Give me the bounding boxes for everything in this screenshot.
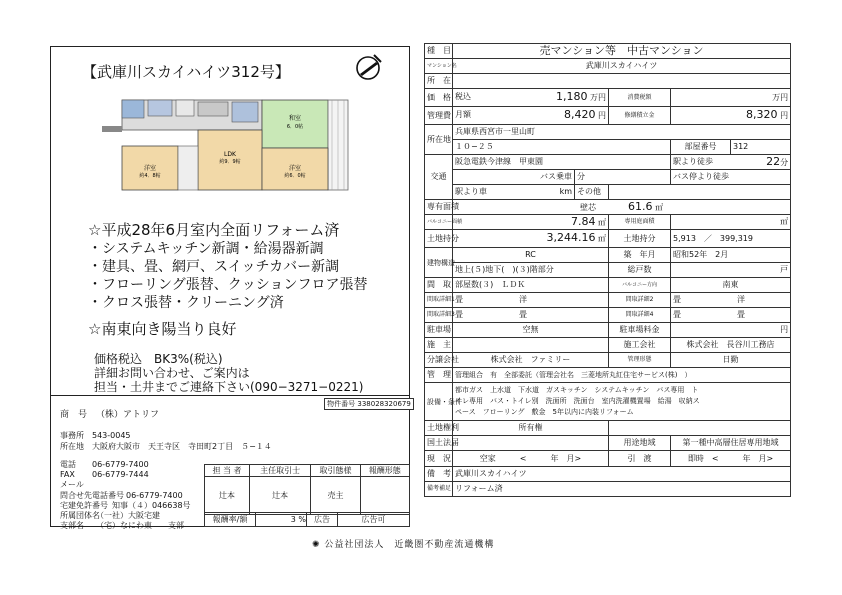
zoning-label: 用途地域: [609, 436, 671, 451]
kind-label: 種 目: [425, 44, 453, 59]
units-unit: 戸: [671, 263, 791, 278]
land-law-label: 国土法届: [425, 436, 453, 451]
room-size: 約4．8帖: [139, 173, 161, 179]
direction-label: バルコニー方向: [609, 278, 671, 293]
memo-label: 所 在: [425, 74, 453, 89]
promo-line: ・フローリング張替、クッションフロア張替: [88, 277, 368, 293]
train-line: 阪急電鉄今津線 甲東園: [453, 155, 671, 170]
structure-label: 建物構造: [425, 248, 453, 278]
fee-value-cell: [256, 513, 307, 527]
price-value: 1,180: [555, 90, 588, 103]
staff-value: 辻本: [250, 477, 311, 515]
company-label: 商 号: [60, 410, 88, 420]
layout-detail-label: 間取詳細2: [609, 293, 671, 308]
staff-header: 取引態様: [311, 465, 360, 477]
mgmt-type-label: 管理形態: [609, 353, 671, 368]
location-label: 所在地: [425, 125, 453, 155]
other-label: その他: [575, 185, 609, 200]
remark2-value: リフォーム済: [453, 482, 791, 497]
handover-label: 引 渡: [609, 451, 671, 467]
equipment-line: 都市ガス 上水道 下水道 ガスキッチン システムキッチン バス専用 ト: [455, 386, 699, 394]
layout-detail: 畳 畳: [453, 308, 609, 323]
units-label: 総戸数: [609, 263, 671, 278]
fee-label: 報酬率/額: [205, 513, 256, 527]
room-size: 約6．0帖: [284, 173, 306, 179]
layout-detail: 畳 洋: [671, 293, 791, 308]
parking-value: 空無: [453, 323, 609, 338]
mgmt-type-value: 日勤: [671, 353, 791, 368]
management-value: 管理組合 有 全部委託（管理会社名 三菱地所丸紅住宅サービス(株) ）: [453, 368, 791, 383]
staff-table: [204, 464, 410, 515]
management-label: 管 理: [425, 368, 453, 383]
tel-label: 電話: [60, 460, 76, 469]
layout-value: 部屋数(３) ＬＤＫ: [453, 278, 609, 293]
agent-tel: 06-6779-7400: [92, 460, 149, 469]
ad-value: 広告可: [338, 513, 410, 527]
promo-line: ・クロス張替・クリーニング済: [88, 295, 284, 311]
room-number-label: 部屋番号: [671, 140, 731, 155]
location-value: 兵庫県西宮市一里山町: [453, 125, 791, 140]
builder-label: 施 主: [425, 338, 453, 353]
promo-line: ☆南東向き陽当り良好: [88, 320, 237, 338]
tax-unit: 万円: [671, 89, 791, 107]
flyer-title: 【武庫川スカイハイツ312号】: [82, 63, 290, 81]
equipment-line: イレ専用 バス・トイレ別 洗面所 洗面台 室内洗濯機置場 給湯 収納ス: [455, 397, 700, 405]
constructor-value: 株式会社 長谷川工務店: [671, 338, 791, 353]
lot-number: １０−２５: [453, 140, 671, 155]
land-unit: ㎡: [598, 234, 606, 243]
branch-name: （宅）なにわ東 支部: [96, 521, 184, 530]
agent-address: 大阪府大阪市 天王寺区 寺田町2丁目 ５−１４: [92, 442, 272, 451]
walk-unit: 分: [780, 157, 789, 167]
footer-text: 公益社団法人 近畿圏不動産流通機構: [324, 540, 495, 550]
area-value: 61.6: [628, 199, 653, 213]
bus-unit: 分: [575, 170, 671, 185]
price-unit: 万円: [590, 93, 606, 102]
fax-label: FAX: [60, 470, 75, 479]
busstop-walk-label: バス停より徒歩: [671, 170, 791, 185]
land-value: 3,244.16: [546, 231, 596, 244]
share-sep: ／: [703, 233, 712, 243]
equipment-label: 設備・条件: [425, 383, 453, 421]
traffic-label: 交通: [425, 155, 453, 200]
room-label: LDK: [224, 151, 236, 158]
property-kind: 売マンション等 中古マンション: [453, 44, 791, 59]
room-label: 洋室: [288, 165, 302, 172]
handover-value: 即時 < 年 月>: [671, 451, 791, 467]
footer-organization: [312, 537, 494, 550]
price-line: 価格税込 BK3%(税込): [94, 352, 223, 366]
promo-line: ・システムキッチン新調・給湯器新調: [88, 241, 324, 257]
layout-detail-label: 間取詳細3: [425, 308, 453, 323]
bus-label: バス乗車: [453, 170, 575, 185]
remark-value: 武庫川スカイハイツ: [453, 467, 791, 482]
built-value: 昭和52年 2月: [671, 248, 791, 263]
seller-value: 株式会社 ファミリー: [453, 353, 609, 368]
staff-value: 売主: [311, 477, 360, 515]
room-number: 312: [731, 140, 791, 155]
land-right-extra: [609, 421, 791, 436]
land-label: 土地持分: [425, 230, 453, 248]
car-unit: km: [559, 187, 572, 196]
fee-unit: %: [298, 515, 306, 524]
property-id-stamp: 物件番号 338028320679: [324, 398, 414, 410]
fee-table: [204, 512, 410, 527]
zoning-value: 第一種中高層住居専用地域: [671, 436, 791, 451]
name-label: マンション名: [425, 59, 453, 74]
private-garden-unit: ㎡: [671, 215, 791, 230]
floor-plan: [102, 96, 354, 194]
floors-value: 地上(５)地下( )(３)階部分: [453, 263, 609, 278]
status-value: 空家 < 年 月>: [453, 451, 609, 467]
land-right-label: 土地権利: [425, 421, 453, 436]
balcony-label: バルコニー面積: [425, 215, 453, 230]
layout-detail-label: 間取詳細1: [425, 293, 453, 308]
repair-label: 修繕積立金: [609, 107, 671, 125]
staff-header: 報酬形態: [360, 465, 409, 477]
remark-label: 備 考: [425, 467, 453, 482]
private-garden-label: 専用庭面積: [609, 215, 671, 230]
share-a: 5,913: [673, 233, 696, 243]
share-label: 土地持分: [609, 230, 671, 248]
broker-logo-icon: [354, 52, 384, 82]
builder-value: [453, 338, 609, 353]
status-label: 現 況: [425, 451, 453, 467]
repair-unit: 円: [780, 111, 789, 120]
parking-label: 駐車場: [425, 323, 453, 338]
area-prefix: 壁芯: [580, 202, 597, 212]
tax-label: 消費税額: [609, 89, 671, 107]
branch-label: 支部名: [60, 521, 84, 530]
agent-fax: 06-6779-7444: [92, 470, 149, 479]
mail-label: メール: [60, 480, 84, 489]
walk-label: 駅より徒歩: [673, 156, 713, 166]
mgmt-fee-value: 8,420: [563, 108, 596, 121]
staff-value: 辻本: [205, 477, 250, 515]
mgmt-fee-label: 管理費: [425, 107, 453, 125]
fee-value: 3: [290, 515, 296, 524]
room-size: 6．0帖: [286, 124, 304, 130]
mgmt-unit: 円: [598, 111, 606, 120]
repair-value: 8,320: [746, 108, 778, 121]
built-label: 築 年月: [609, 248, 671, 263]
office-label: 事務所: [60, 431, 84, 440]
walk-minutes: 22: [766, 154, 781, 168]
equipment-line: ペース フローリング 敷金 5年以内に内装リフォーム: [455, 408, 634, 416]
layout-label: 間 取: [425, 278, 453, 293]
contact-line: 担当・土井までご連絡下さい(090−3271−0221): [94, 380, 364, 394]
layout-detail: 畳 畳: [671, 308, 791, 323]
promo-line: ☆平成28年6月室内全面リフォーム済: [88, 221, 340, 239]
association-label: 所属団体名: [60, 511, 100, 520]
inquiry-tel-label: 問合せ先電話番号: [60, 491, 124, 500]
license-label: 宅建免許番号: [60, 501, 108, 510]
mgmt-prefix: 月額: [455, 110, 471, 119]
parking-fee-unit: 円: [671, 323, 791, 338]
address-label: 所在地: [60, 442, 84, 451]
staff-value: [360, 477, 409, 515]
inquiry-line: 詳細お問い合わせ、ご案内は: [94, 366, 250, 380]
land-right-value: 所有権: [453, 421, 609, 436]
room-size: 約9．9帖: [219, 159, 241, 165]
balcony-unit: ㎡: [598, 217, 606, 227]
land-law-value: [453, 436, 609, 451]
area-unit: ㎡: [655, 202, 664, 212]
inquiry-tel: 06-6779-7400: [126, 491, 183, 500]
remark2-label: 備考補足: [425, 482, 453, 497]
property-name: 武庫川スカイハイツ: [453, 59, 791, 74]
share-b: 399,319: [719, 233, 753, 243]
constructor-label: 施工会社: [609, 338, 671, 353]
balcony-value: 7.84: [570, 214, 596, 228]
ad-label: 広告: [307, 513, 338, 527]
promo-line: ・建具、畳、網戸、スイッチカバー新調: [88, 259, 340, 275]
staff-header: 担 当 者: [205, 465, 250, 477]
company-name: （株）アトリフ: [96, 410, 160, 420]
area-label: 専有面積: [425, 200, 453, 215]
room-label: 洋室: [143, 165, 157, 172]
license-number: 知事（４）046638号: [112, 501, 191, 510]
staff-header: 主任取引士: [250, 465, 311, 477]
property-spec-table: [424, 43, 791, 497]
association-name: （一社）大阪宅建: [96, 511, 160, 520]
seller-label: 分譲会社: [425, 353, 453, 368]
direction-value: 南東: [671, 278, 791, 293]
price-label: 価 格: [425, 89, 453, 107]
price-prefix: 税込: [455, 92, 471, 101]
car-label: 駅より車: [455, 187, 487, 196]
layout-detail-label: 間取詳細4: [609, 308, 671, 323]
parking-fee-label: 駐車場料金: [609, 323, 671, 338]
memo-value: [453, 74, 791, 89]
structure-value: RC: [453, 248, 609, 263]
other-value: [609, 185, 791, 200]
room-label: 和室: [288, 115, 302, 122]
layout-detail: 畳 洋: [453, 293, 609, 308]
office-zip: 543-0045: [92, 431, 131, 440]
organization-logo-icon: ✺: [312, 540, 325, 550]
